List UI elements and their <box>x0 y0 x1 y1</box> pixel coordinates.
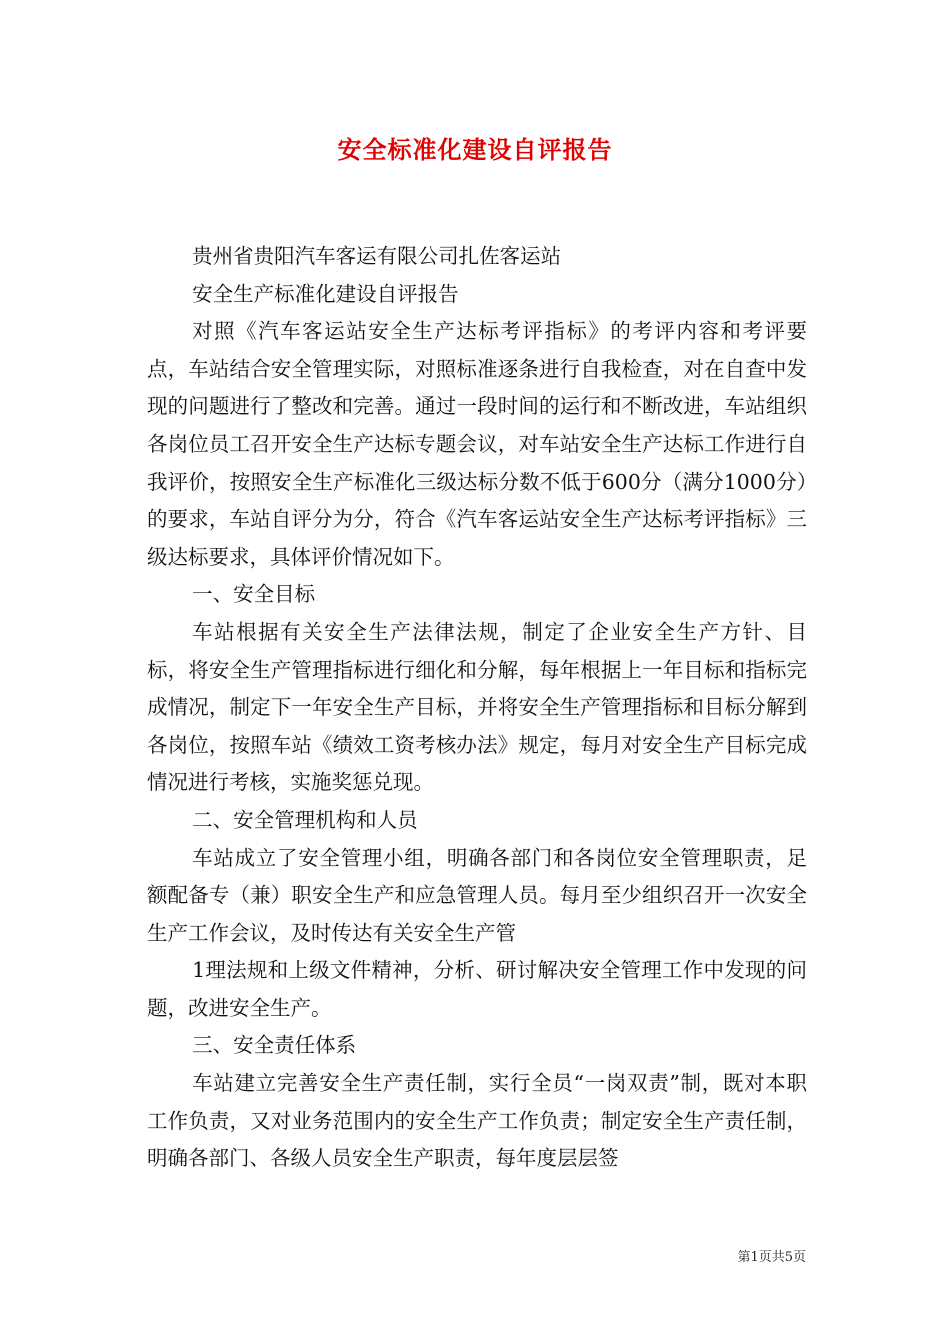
document-body <box>147 238 807 1178</box>
paragraph-intro: 对照《汽车客运站安全生产达标考评指标》的考评内容和考评要点，车站结合安全管理实际，对照标准逐条进行自我检查，对在自查中发现的问题进行了整改和完善。通过一段时间的运行和不断改进，车站组织各岗位员工召开安全生产达标专题会议，对车站安全生产达标工作进行自我评价，按照安全生产标准化三级达标分数不低于600分（满分1000分）的要求，车站自评分为分，符合《汽车客运站安全生产达标考评指标》三级达标要求，具体评价情况如下。 <box>147 319 807 569</box>
paragraph-safety-goals: 车站根据有关安全生产法律法规，制定了企业安全生产方针、目标，将安全生产管理指标进行细化和分解，每年根据上一年目标和指标完成情况，制定下一年安全生产目标，并将安全生产管理指标和目标分解到各岗位，按照车站《绩效工资考核办法》规定，每月对安全生产目标完成情况进行考核，实施奖惩兑现。 <box>147 619 807 795</box>
page-number-footer: 第1页共5页 <box>737 1250 806 1265</box>
paragraph-management-org: 车站成立了安全管理小组，明确各部门和各岗位安全管理职责，足额配备专（兼）职安全生产和应急管理人员。每月至少组织召开一次安全生产工作会议，及时传达有关安全生产管 <box>147 845 807 945</box>
paragraph-management-org-continued: 1理法规和上级文件精神，分析、研讨解决安全管理工作中发现的问题，改进安全生产。 <box>147 958 807 1020</box>
paragraph-company-name: 贵州省贵阳汽车客运有限公司扎佐客运站 <box>192 244 562 268</box>
section-heading-responsibility-system: 三、安全责任体系 <box>192 1033 357 1058</box>
paragraph-report-subtitle: 安全生产标准化建设自评报告 <box>192 281 459 306</box>
section-heading-safety-goals: 一、安全目标 <box>192 582 316 607</box>
document-title: 安全标准化建设自评报告 <box>337 135 613 164</box>
section-heading-management-org: 二、安全管理机构和人员 <box>192 807 418 832</box>
paragraph-responsibility-system: 车站建立完善安全生产责任制，实行全员“一岗双责”制，既对本职工作负责，又对业务范围内的安全生产工作负责；制定安全生产责任制，明确各部门、各级人员安全生产职责，每年度层层签 <box>147 1071 807 1171</box>
